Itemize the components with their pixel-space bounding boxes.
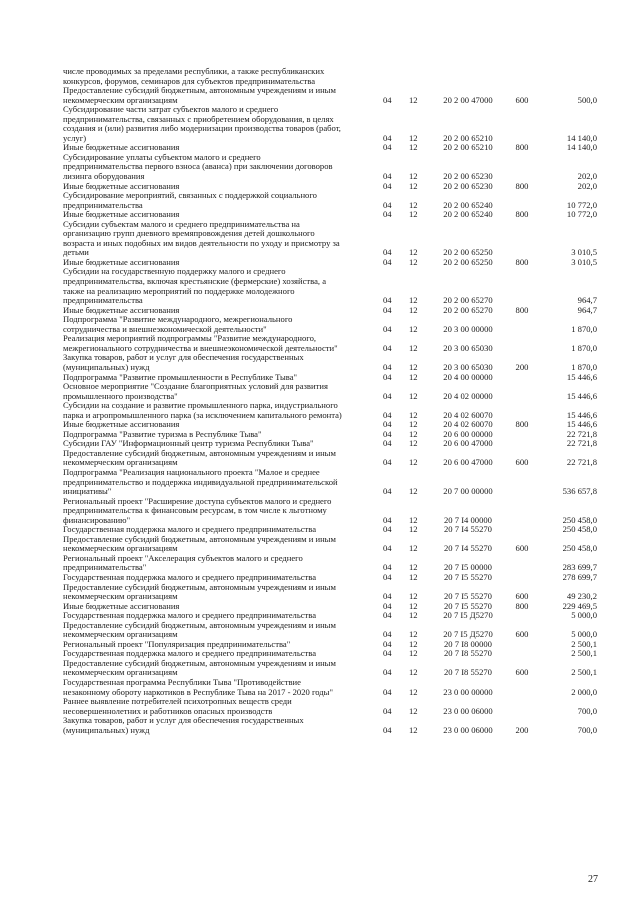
row-section-code: 12 xyxy=(409,428,418,439)
table-row xyxy=(63,191,603,210)
row-section-code: 12 xyxy=(409,171,418,182)
row-description: Субсидирование части затрат субъектов малого и среднего предпринимательства, связанных с приобретением оборудования, в целях создания и (или) развития либо модернизации производства товаров (работ, услуг) xyxy=(63,104,341,143)
row-section-code: 12 xyxy=(409,361,418,372)
table-row xyxy=(63,535,603,554)
row-amount: 700,0 xyxy=(577,705,597,716)
row-section-code: 12 xyxy=(409,247,418,258)
table-row xyxy=(63,583,603,602)
row-section-code: 12 xyxy=(409,209,418,220)
table-row xyxy=(63,267,603,305)
row-target-article: 20 2 00 47000 xyxy=(443,94,493,105)
row-department-code: 04 xyxy=(383,180,392,191)
row-amount: 3 010,5 xyxy=(571,247,597,258)
row-department-code: 04 xyxy=(383,705,392,716)
row-target-article: 20 3 00 65030 xyxy=(443,361,493,372)
row-expense-type: 600 xyxy=(515,457,529,468)
row-amount: 700,0 xyxy=(577,724,597,735)
row-amount: 10 772,0 xyxy=(566,209,597,220)
row-description: Предоставление субсидий бюджетным, автономным учреждениям и иным некоммерческим организациям xyxy=(63,619,336,640)
table-row xyxy=(63,716,603,735)
row-expense-type: 800 xyxy=(515,180,529,191)
row-expense-type: 800 xyxy=(515,142,529,153)
row-department-code: 04 xyxy=(383,361,392,372)
row-description: Предоставление субсидий бюджетным, автономным учреждениям и иным некоммерческим организациям xyxy=(63,447,336,468)
row-description: Субсидирование мероприятий, связанных с поддержкой социального предпринимательства xyxy=(63,190,317,210)
row-amount: 5 000,0 xyxy=(571,629,597,640)
table-row xyxy=(63,220,603,258)
row-description: Раннее выявление потребителей психотропных веществ среди несовершеннолетних и работников опасных производств xyxy=(63,696,292,716)
row-section-code: 12 xyxy=(409,610,418,621)
row-amount: 49 230,2 xyxy=(566,591,597,602)
row-department-code: 04 xyxy=(383,409,392,420)
row-section-code: 12 xyxy=(409,667,418,678)
row-target-article: 20 2 00 65270 xyxy=(443,295,493,306)
row-department-code: 04 xyxy=(383,648,392,659)
row-target-article: 23 0 00 00000 xyxy=(443,686,493,697)
row-department-code: 04 xyxy=(383,256,392,267)
row-target-article: 20 4 02 60070 xyxy=(443,409,493,420)
row-amount: 278 699,7 xyxy=(562,571,597,582)
row-department-code: 04 xyxy=(383,514,392,525)
table-row xyxy=(63,105,603,143)
budget-table xyxy=(63,67,603,735)
row-target-article: 20 4 02 60070 xyxy=(443,419,493,430)
row-target-article: 20 4 00 00000 xyxy=(443,371,493,382)
row-section-code: 12 xyxy=(409,486,418,497)
row-target-article: 20 2 00 65250 xyxy=(443,256,493,267)
row-description: Иные бюджетные ассигнования xyxy=(63,209,180,220)
row-target-article: 20 2 00 65240 xyxy=(443,209,493,220)
row-section-code: 12 xyxy=(409,543,418,554)
row-description: Субсидии на государственную поддержку малого и среднего предпринимательства, включая крестьянские (фермерские) хозяйства, а также на реализацию мероприятий по поддержке молодежного предпринимательства xyxy=(63,266,327,306)
row-amount: 283 699,7 xyxy=(562,562,597,573)
row-expense-type: 800 xyxy=(515,600,529,611)
row-target-article: 20 7 I4 55270 xyxy=(444,543,492,554)
row-target-article: 20 7 I8 55270 xyxy=(444,648,492,659)
row-description: Основное мероприятие "Создание благоприятных условий для развития промышленного производства" xyxy=(63,381,328,401)
row-description: Иные бюджетные ассигнования xyxy=(63,142,180,153)
row-description: Предоставление субсидий бюджетным, автономным учреждениям и иным некоммерческим организациям xyxy=(63,85,336,105)
row-target-article: 20 7 I4 00000 xyxy=(444,514,492,525)
row-target-article: 20 2 00 65270 xyxy=(443,304,493,315)
row-department-code: 04 xyxy=(383,629,392,640)
row-department-code: 04 xyxy=(383,438,392,449)
table-row xyxy=(63,86,603,105)
row-target-article: 20 7 I4 55270 xyxy=(444,524,492,535)
row-amount: 250 458,0 xyxy=(562,524,597,535)
row-section-code: 12 xyxy=(409,295,418,306)
row-description: Предоставление субсидий бюджетным, автономным учреждениям и иным некоммерческим организациям xyxy=(63,581,336,602)
table-row xyxy=(63,449,603,468)
row-amount: 15 446,6 xyxy=(566,409,597,420)
row-amount: 964,7 xyxy=(577,295,597,306)
row-target-article: 20 7 I5 00000 xyxy=(444,562,492,573)
row-description: Государственная поддержка малого и среднего предпринимательства xyxy=(63,610,317,621)
row-department-code: 04 xyxy=(383,486,392,497)
row-description: Подпрограмма "Развитие туризма в Республике Тыва" xyxy=(63,428,262,439)
row-amount: 14 140,0 xyxy=(566,132,597,143)
row-amount: 2 500,1 xyxy=(571,638,597,649)
row-amount: 1 870,0 xyxy=(571,361,597,372)
row-target-article: 20 4 02 00000 xyxy=(443,390,493,401)
row-department-code: 04 xyxy=(383,142,392,153)
row-description: Иные бюджетные ассигнования xyxy=(63,419,180,430)
row-target-article: 20 2 00 65230 xyxy=(443,180,493,191)
row-department-code: 04 xyxy=(383,724,392,735)
row-section-code: 12 xyxy=(409,304,418,315)
row-description: Субсидирование уплаты субъектом малого и среднего предпринимательства первого взноса (аванса) при заключении договоров лизинга оборудования xyxy=(63,151,333,182)
row-description: Подпрограмма "Развитие международного, межрегионального сотрудничества и внешнеэкономической деятельности" xyxy=(63,314,293,334)
row-department-code: 04 xyxy=(383,686,392,697)
row-expense-type: 800 xyxy=(515,419,529,430)
row-expense-type: 800 xyxy=(515,256,529,267)
row-department-code: 04 xyxy=(383,323,392,334)
row-department-code: 04 xyxy=(383,371,392,382)
row-section-code: 12 xyxy=(409,600,418,611)
row-amount: 250 458,0 xyxy=(562,514,597,525)
row-department-code: 04 xyxy=(383,390,392,401)
table-row xyxy=(63,153,603,182)
table-row xyxy=(63,621,603,640)
row-description: Субсидии субъектам малого и среднего предпринимательства на организацию групп дневного времяпровождения детей дошкольного возраста и иных подобных им видов деятельности по уходу и присмотру за детьми xyxy=(63,218,340,258)
row-target-article: 20 7 I5 Д5270 xyxy=(443,629,493,640)
row-department-code: 04 xyxy=(383,171,392,182)
row-target-article: 20 3 00 65030 xyxy=(443,342,493,353)
row-description: Предоставление субсидий бюджетным, автономным учреждениям и иным некоммерческим организациям xyxy=(63,533,336,554)
row-target-article: 23 0 00 06000 xyxy=(443,724,493,735)
row-section-code: 12 xyxy=(409,457,418,468)
row-expense-type: 600 xyxy=(515,629,529,640)
row-department-code: 04 xyxy=(383,209,392,220)
page-number: 27 xyxy=(588,874,598,885)
row-description: Подпрограмма "Развитие промышленности в Республике Тыва" xyxy=(63,371,298,382)
row-target-article: 20 2 00 65210 xyxy=(443,132,493,143)
row-section-code: 12 xyxy=(409,724,418,735)
row-amount: 202,0 xyxy=(577,180,597,191)
row-target-article: 20 2 00 65250 xyxy=(443,247,493,258)
row-expense-type: 600 xyxy=(515,667,529,678)
row-amount: 5 000,0 xyxy=(571,610,597,621)
row-amount: 22 721,8 xyxy=(566,457,597,468)
table-row xyxy=(63,659,603,678)
row-department-code: 04 xyxy=(383,562,392,573)
table-row xyxy=(63,401,603,420)
table-row xyxy=(63,678,603,697)
row-target-article: 20 7 I5 55270 xyxy=(444,591,492,602)
row-section-code: 12 xyxy=(409,638,418,649)
row-section-code: 12 xyxy=(409,142,418,153)
row-target-article: 23 0 00 06000 xyxy=(443,705,493,716)
row-description: Иные бюджетные ассигнования xyxy=(63,304,180,315)
row-department-code: 04 xyxy=(383,428,392,439)
row-amount: 10 772,0 xyxy=(566,199,597,210)
row-amount: 2 500,1 xyxy=(571,667,597,678)
table-row xyxy=(63,697,603,716)
row-expense-type: 800 xyxy=(515,209,529,220)
table-row xyxy=(63,497,603,526)
row-amount: 22 721,8 xyxy=(566,438,597,449)
row-amount: 2 000,0 xyxy=(571,686,597,697)
row-department-code: 04 xyxy=(383,667,392,678)
row-section-code: 12 xyxy=(409,438,418,449)
row-target-article: 20 7 I8 55270 xyxy=(444,667,492,678)
row-target-article: 20 2 00 65240 xyxy=(443,199,493,210)
row-section-code: 12 xyxy=(409,94,418,105)
row-amount: 15 446,6 xyxy=(566,371,597,382)
table-row xyxy=(63,382,603,401)
row-expense-type: 800 xyxy=(515,304,529,315)
row-amount: 1 870,0 xyxy=(571,342,597,353)
row-target-article: 20 7 I5 55270 xyxy=(444,571,492,582)
row-description: Закупка товаров, работ и услуг для обеспечения государственных (муниципальных) нужд xyxy=(63,352,304,372)
row-target-article: 20 6 00 47000 xyxy=(443,438,493,449)
row-expense-type: 200 xyxy=(515,361,529,372)
row-section-code: 12 xyxy=(409,705,418,716)
row-section-code: 12 xyxy=(409,419,418,430)
row-section-code: 12 xyxy=(409,571,418,582)
row-amount: 1 870,0 xyxy=(571,323,597,334)
row-description: Государственная программа Республики Тыва "Противодействие незаконному обороту наркотиков в Республике Тыва на 2017 - 2020 годы" xyxy=(63,677,333,697)
row-description: Иные бюджетные ассигнования xyxy=(63,180,180,191)
row-department-code: 04 xyxy=(383,132,392,143)
row-department-code: 04 xyxy=(383,247,392,258)
row-department-code: 04 xyxy=(383,638,392,649)
row-description: Иные бюджетные ассигнования xyxy=(63,256,180,267)
row-section-code: 12 xyxy=(409,256,418,267)
row-section-code: 12 xyxy=(409,132,418,143)
row-amount: 3 010,5 xyxy=(571,256,597,267)
row-department-code: 04 xyxy=(383,600,392,611)
row-amount: 229 469,5 xyxy=(562,600,597,611)
row-department-code: 04 xyxy=(383,524,392,535)
row-description: Государственная поддержка малого и среднего предпринимательства xyxy=(63,571,317,582)
row-description: Подпрограмма "Реализация национального проекта "Малое и среднее предпринимательство и поддержка индивидуальной предпринимательской инициативы" xyxy=(63,466,338,497)
row-expense-type: 600 xyxy=(515,591,529,602)
row-amount: 15 446,6 xyxy=(566,390,597,401)
row-section-code: 12 xyxy=(409,390,418,401)
row-section-code: 12 xyxy=(409,409,418,420)
row-target-article: 20 6 00 47000 xyxy=(443,457,493,468)
row-department-code: 04 xyxy=(383,419,392,430)
row-department-code: 04 xyxy=(383,304,392,315)
row-description: Предоставление субсидий бюджетным, автономным учреждениям и иным некоммерческим организациям xyxy=(63,657,336,678)
row-amount: 536 657,8 xyxy=(562,486,597,497)
row-target-article: 20 7 I5 55270 xyxy=(444,600,492,611)
row-amount: 15 446,6 xyxy=(566,419,597,430)
row-department-code: 04 xyxy=(383,457,392,468)
row-department-code: 04 xyxy=(383,571,392,582)
row-target-article: 20 7 I5 Д5270 xyxy=(443,610,493,621)
row-section-code: 12 xyxy=(409,686,418,697)
row-description: Иные бюджетные ассигнования xyxy=(63,600,180,611)
table-row xyxy=(63,315,603,334)
row-section-code: 12 xyxy=(409,524,418,535)
row-section-code: 12 xyxy=(409,371,418,382)
row-description: числе проводимых за пределами республики, а также республиканских конкурсов, форумов, семинаров для субъектов предпринимательства xyxy=(63,66,325,86)
row-department-code: 04 xyxy=(383,199,392,210)
row-description: Закупка товаров, работ и услуг для обеспечения государственных (муниципальных) нужд xyxy=(63,715,304,735)
row-section-code: 12 xyxy=(409,180,418,191)
row-target-article: 20 3 00 00000 xyxy=(443,323,493,334)
row-department-code: 04 xyxy=(383,543,392,554)
row-amount: 14 140,0 xyxy=(566,142,597,153)
row-target-article: 20 7 I8 00000 xyxy=(444,638,492,649)
row-department-code: 04 xyxy=(383,591,392,602)
row-section-code: 12 xyxy=(409,648,418,659)
row-description: Государственная поддержка малого и среднего предпринимательства xyxy=(63,524,317,535)
table-row xyxy=(63,353,603,372)
row-amount: 2 500,1 xyxy=(571,648,597,659)
row-department-code: 04 xyxy=(383,342,392,353)
row-target-article: 20 6 00 00000 xyxy=(443,428,493,439)
row-amount: 964,7 xyxy=(577,304,597,315)
row-description: Региональный проект "Расширение доступа субъектов малого и среднего предпринимательства к финансовым ресурсам, в том числе к льготному финансированию" xyxy=(63,495,332,525)
row-section-code: 12 xyxy=(409,323,418,334)
table-row xyxy=(63,334,603,353)
table-row xyxy=(63,468,603,497)
row-description: Реализация мероприятий подпрограммы "Развитие международного, межрегионального сотрудничества и внешнеэкономической деятельности" xyxy=(63,333,338,353)
row-section-code: 12 xyxy=(409,199,418,210)
row-target-article: 20 7 00 00000 xyxy=(443,486,493,497)
row-amount: 500,0 xyxy=(577,94,597,105)
row-target-article: 20 2 00 65230 xyxy=(443,171,493,182)
row-description: Субсидии на создание и развитие промышленного парка, индустриального парка и агропромышленного парка (за исключением капитального ремонта) xyxy=(63,400,342,420)
table-row xyxy=(63,67,603,86)
row-department-code: 04 xyxy=(383,295,392,306)
row-expense-type: 600 xyxy=(515,94,529,105)
row-department-code: 04 xyxy=(383,610,392,621)
row-section-code: 12 xyxy=(409,514,418,525)
row-department-code: 04 xyxy=(383,94,392,105)
row-amount: 202,0 xyxy=(577,171,597,182)
row-expense-type: 200 xyxy=(515,724,529,735)
row-section-code: 12 xyxy=(409,591,418,602)
row-section-code: 12 xyxy=(409,562,418,573)
row-description: Региональный проект "Популяризация предпринимательства" xyxy=(63,638,291,649)
row-expense-type: 600 xyxy=(515,543,529,554)
table-row xyxy=(63,554,603,573)
row-section-code: 12 xyxy=(409,629,418,640)
row-amount: 22 721,8 xyxy=(566,428,597,439)
row-section-code: 12 xyxy=(409,342,418,353)
row-description: Государственная поддержка малого и среднего предпринимательства xyxy=(63,648,317,659)
row-target-article: 20 2 00 65210 xyxy=(443,142,493,153)
row-amount: 250 458,0 xyxy=(562,543,597,554)
row-description: Субсидии ГАУ "Информационный центр туризма Республики Тыва" xyxy=(63,438,314,449)
row-description: Региональный проект "Акселерация субъектов малого и среднего предпринимательства" xyxy=(63,552,303,573)
